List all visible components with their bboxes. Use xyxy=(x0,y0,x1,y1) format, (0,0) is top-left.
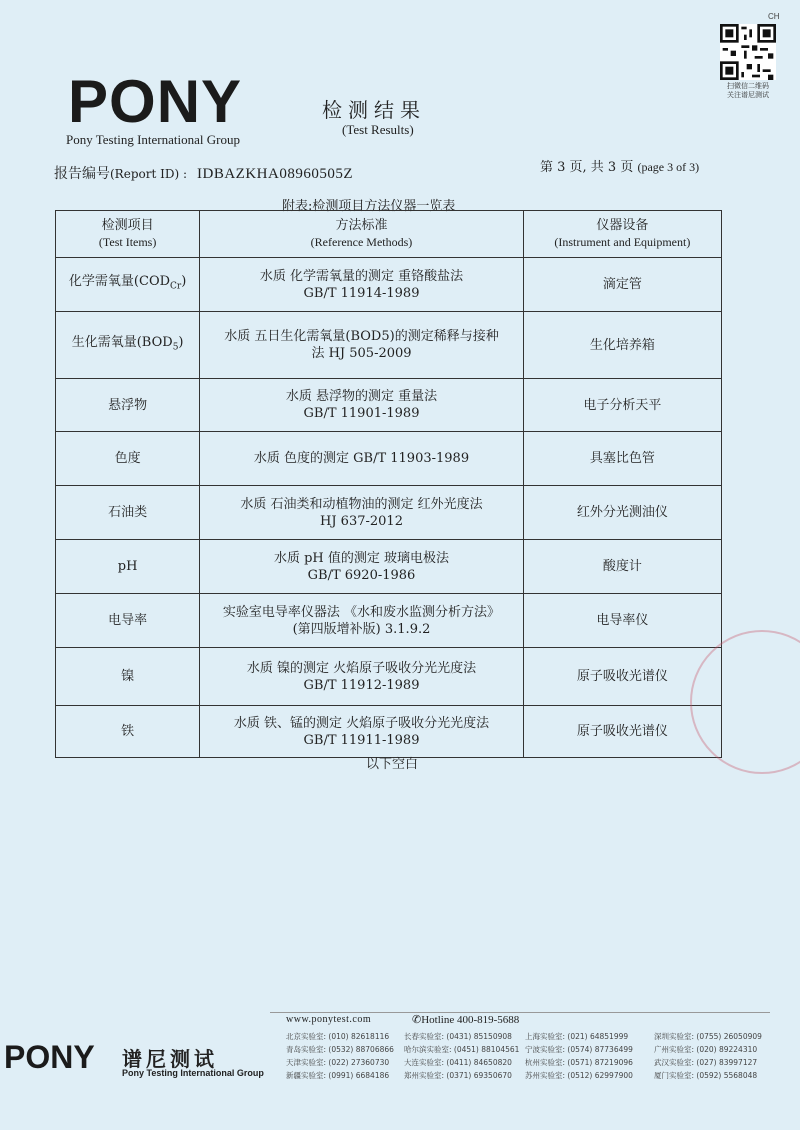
cell-test-item xyxy=(56,432,200,486)
footer-hotline-text: Hotline 400-819-5688 xyxy=(421,1014,520,1026)
lab-contact: 苏州实验室: (0512) 62997900 xyxy=(525,1071,633,1080)
pony-logo: PONY xyxy=(68,68,243,135)
method-line-2: GB/T 11912-1989 xyxy=(303,677,420,693)
report-id-value: IDBAZKHA08960505Z xyxy=(197,166,353,182)
item-name: pH xyxy=(117,559,138,574)
method-line-2: GB/T 6920-1986 xyxy=(307,567,416,583)
cell-equipment: 酸度计 xyxy=(523,540,721,594)
cell-method xyxy=(200,648,523,706)
lab-contact: 厦门实验室: (0592) 5568048 xyxy=(654,1071,758,1080)
table-row xyxy=(56,379,722,432)
cell-equipment: 滴定管 xyxy=(523,258,721,312)
cell-method xyxy=(200,706,523,758)
lab-contact: 北京实验室: (010) 82618116 xyxy=(286,1032,390,1041)
method-line-2: 法 HJ 505-2009 xyxy=(311,346,412,361)
cell-method xyxy=(200,312,523,379)
logo-subtitle: Pony Testing International Group xyxy=(66,132,240,147)
table-row xyxy=(56,540,722,594)
header-en: (Reference Methods) xyxy=(310,235,413,249)
item-subscript: 5 xyxy=(172,342,179,353)
method-line-1: 水质 悬浮物的测定 重量法 xyxy=(285,389,438,404)
header-cn: 检测项目 xyxy=(101,218,154,233)
method-line-2: (第四版增补版) 3.1.9.2 xyxy=(292,621,431,637)
item-name: 电导率 xyxy=(108,613,148,628)
lab-contact: 广州实验室: (020) 89224310 xyxy=(654,1045,758,1054)
table-row xyxy=(56,258,722,312)
table-row xyxy=(56,312,722,379)
report-id xyxy=(54,163,353,183)
item-subscript: Cr xyxy=(170,281,182,292)
header-instrument xyxy=(523,211,721,258)
lab-contact: 天津实验室: (022) 27360730 xyxy=(286,1058,390,1067)
method-line-1: 水质 石油类和动植物油的测定 红外光度法 xyxy=(240,496,483,512)
cell-equipment: 原子吸收光谱仪 xyxy=(523,648,721,706)
cell-method xyxy=(200,486,523,540)
item-name: 色度 xyxy=(114,451,141,466)
method-line-2: GB/T 11901-1989 xyxy=(303,406,420,421)
appendix-title: 附表:检测项目方法仪器一览表 xyxy=(282,199,456,214)
footer-hotline xyxy=(412,1013,519,1026)
method-line-2: GB/T 11914-1989 xyxy=(303,285,420,301)
table-row xyxy=(56,432,722,486)
footer-lab-list xyxy=(286,1032,796,1081)
lab-contact: 深圳实验室: (0755) 26050909 xyxy=(654,1032,762,1041)
footer-website: www.ponytest.com xyxy=(286,1014,372,1025)
cell-test-item xyxy=(56,540,200,594)
lab-contact: 新疆实验室: (0991) 6684186 xyxy=(286,1071,390,1080)
item-name: 铁 xyxy=(121,724,135,739)
cell-equipment: 红外分光测油仪 xyxy=(523,486,721,540)
table-row xyxy=(56,594,722,648)
footer-name-en: Pony Testing International Group xyxy=(122,1068,264,1078)
table-header-row xyxy=(56,211,722,258)
cell-equipment: 原子吸收光谱仪 xyxy=(523,706,721,758)
report-id-label: 报告编号 xyxy=(54,166,110,182)
lab-contact: 长春实验室: (0431) 85150908 xyxy=(404,1032,512,1041)
footer-name-cn: 谱尼测试 xyxy=(122,1047,218,1071)
cell-equipment: 生化培养箱 xyxy=(523,312,721,379)
lab-contact: 武汉实验室: (027) 83997127 xyxy=(654,1058,758,1067)
lab-contact: 宁波实验室: (0574) 87736499 xyxy=(525,1045,633,1054)
header-cn: 方法标准 xyxy=(335,218,388,233)
header-en: (Test Items) xyxy=(98,235,157,249)
method-line-1: 水质 镍的测定 火焰原子吸收分光光度法 xyxy=(246,660,477,676)
cell-equipment: 电导率仪 xyxy=(523,594,721,648)
cell-method xyxy=(200,540,523,594)
phone-icon: ✆ xyxy=(412,1014,422,1026)
method-line-1: 水质 铁、锰的测定 火焰原子吸收分光光度法 xyxy=(233,715,490,731)
cell-test-item xyxy=(56,648,200,706)
lab-contact: 青岛实验室: (0532) 88706866 xyxy=(286,1045,394,1054)
cell-method xyxy=(200,432,523,486)
header-cn: 仪器设备 xyxy=(596,218,649,233)
table-row xyxy=(56,486,722,540)
page-number-en: (page 3 of 3) xyxy=(637,160,700,174)
table-row xyxy=(56,648,722,706)
cell-test-item xyxy=(56,706,200,758)
cell-test-item xyxy=(56,594,200,648)
item-close: ) xyxy=(181,274,187,290)
page-number-cn: 第 3 页, 共 3 页 xyxy=(540,160,634,175)
header-reference-methods xyxy=(200,211,523,258)
item-name: 石油类 xyxy=(108,505,148,520)
cell-test-item xyxy=(56,486,200,540)
cell-method xyxy=(200,594,523,648)
cell-equipment: 电子分析天平 xyxy=(523,379,721,432)
cell-test-item xyxy=(56,379,200,432)
method-line-2: HJ 637-2012 xyxy=(320,513,403,529)
cell-equipment: 具塞比色管 xyxy=(523,432,721,486)
table-row xyxy=(56,706,722,758)
method-line-1: 实验室电导率仪器法 《水和废水监测分析方法》 xyxy=(222,604,501,620)
page-title-cn: 检测结果 xyxy=(322,98,426,122)
method-line-2: GB/T 11911-1989 xyxy=(303,732,420,748)
cell-test-item xyxy=(56,258,200,312)
methods-table xyxy=(55,210,722,758)
header-test-items xyxy=(56,211,200,258)
lab-contact: 大连实验室: (0411) 84650820 xyxy=(404,1058,512,1067)
lab-contact: 杭州实验室: (0571) 87219096 xyxy=(525,1058,633,1067)
method-line-1: 水质 五日生化需氧量(BOD5)的测定稀释与接种 xyxy=(224,329,499,344)
item-close: ) xyxy=(178,334,184,350)
blank-below-note: 以下空白 xyxy=(366,757,419,772)
qr-code-icon xyxy=(720,24,776,80)
qr-caption-line-1: 扫微信二维码 xyxy=(727,82,769,90)
qr-caption xyxy=(708,82,788,100)
page-title-en: (Test Results) xyxy=(342,122,414,137)
page-number xyxy=(540,156,699,175)
lab-contact: 哈尔滨实验室: (0451) 88104561 xyxy=(404,1045,520,1054)
item-name: 悬浮物 xyxy=(108,397,148,413)
cell-method xyxy=(200,258,523,312)
lab-contact: 上海实验室: (021) 64851999 xyxy=(525,1032,629,1041)
method-line-1: 水质 色度的测定 GB/T 11903-1989 xyxy=(253,451,470,466)
item-name: 生化需氧量(BOD xyxy=(71,334,173,350)
report-id-label-en: (Report ID) : xyxy=(110,167,187,181)
country-code: CH xyxy=(768,12,780,21)
method-line-1: 水质 化学需氧量的测定 重铬酸盐法 xyxy=(259,268,464,284)
item-name: 化学需氧量(COD xyxy=(68,274,171,290)
footer-divider xyxy=(270,1012,770,1013)
footer-logo: PONY xyxy=(4,1039,95,1075)
lab-contact: 郑州实验室: (0371) 69350670 xyxy=(404,1071,512,1080)
header-en: (Instrument and Equipment) xyxy=(554,235,691,249)
qr-caption-line-2: 关注谱尼测试 xyxy=(727,91,769,99)
cell-method xyxy=(200,379,523,432)
item-name: 镍 xyxy=(121,669,135,684)
method-line-1: 水质 pH 值的测定 玻璃电极法 xyxy=(273,550,450,566)
cell-test-item xyxy=(56,312,200,379)
